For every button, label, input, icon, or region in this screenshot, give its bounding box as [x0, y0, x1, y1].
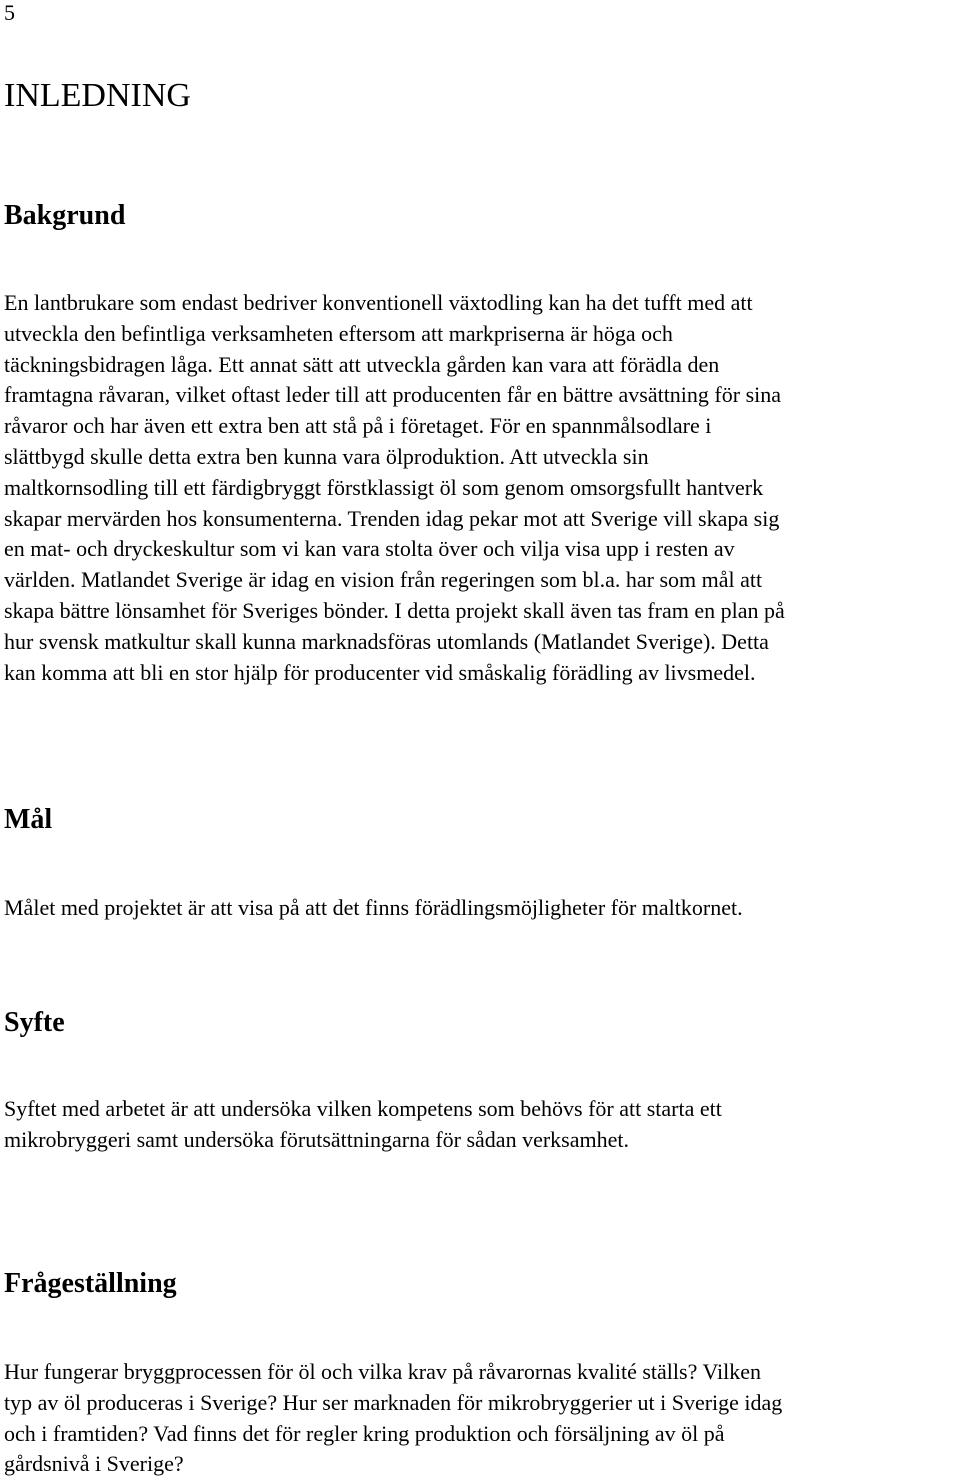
paragraph-line: kan komma att bli en stor hjälp för producenter vid småskalig förädling av livsmedel. [4, 659, 756, 685]
page-number: 5 [4, 0, 15, 25]
paragraph-line: typ av öl produceras i Sverige? Hur ser marknaden för mikrobryggerier ut i Sverige idag [4, 1389, 783, 1415]
paragraph-line: En lantbrukare som endast bedriver konventionell växtodling kan ha det tufft med att [4, 290, 753, 315]
heading-mal: Mål [4, 804, 53, 835]
paragraph-line: Hur fungerar bryggprocessen för öl och vilka krav på råvarornas kvalité ställs? Vilken [4, 1359, 762, 1384]
paragraph-line: skapa bättre lönsamhet för Sveriges bönder. I detta projekt skall även tas fram en plan på [4, 597, 785, 623]
paragraph-line: en mat- och dryckeskultur som vi kan vara stolta över och vilja visa upp i resten av [4, 536, 735, 562]
paragraph-line: skapar mervärden hos konsumenterna. Trenden idag pekar mot att Sverige vill skapa sig [4, 505, 780, 531]
paragraph-line: täckningsbidragen låga. Ett annat sätt att utveckla gården kan vara att förädla den [4, 351, 720, 377]
paragraph-line: slättbygd skulle detta extra ben kunna vara ölproduktion. Att utveckla sin [4, 443, 649, 469]
paragraph-line: utveckla den befintliga verksamheten eftersom att markpriserna är höga och [4, 320, 673, 346]
paragraph-fragestallning [4, 1357, 960, 1480]
paragraph-line: gårdsnivå i Sverige? [4, 1451, 184, 1477]
heading-syfte: Syfte [4, 1007, 65, 1038]
paragraph-line: världen. Matlandet Sverige är idag en vision från regeringen som bl.a. har som mål att [4, 567, 763, 593]
paragraph-line: Syftet med arbetet är att undersöka vilken kompetens som behövs för att starta ett [4, 1096, 722, 1121]
paragraph-line: råvaror och har även ett extra ben att stå på i företaget. För en spannmålsodlare i [4, 413, 712, 439]
paragraph-line: maltkornsodling till ett färdigbryggt förstklassigt öl som genom omsorgsfullt hantverk [4, 474, 764, 500]
paragraph-bakgrund [4, 288, 960, 688]
paragraph-mal [4, 893, 960, 924]
paragraph-line: och i framtiden? Vad finns det för regler kring produktion och försäljning av öl på [4, 1420, 725, 1446]
paragraph-line: Målet med projektet är att visa på att det finns förädlingsmöjligheter för maltkornet. [4, 895, 743, 920]
heading-fragestallning: Frågeställning [4, 1268, 177, 1299]
heading-bakgrund: Bakgrund [4, 200, 126, 231]
page-title: INLEDNING [4, 77, 191, 114]
paragraph-line: hur svensk matkultur skall kunna marknadsföras utomlands (Matlandet Sverige). Detta [4, 628, 769, 654]
paragraph-syfte [4, 1094, 960, 1156]
paragraph-line: framtagna råvaran, vilket oftast leder till att producenten får en bättre avsättning för sina [4, 382, 782, 408]
paragraph-line: mikrobryggeri samt undersöka förutsättningarna för sådan verksamhet. [4, 1126, 629, 1152]
